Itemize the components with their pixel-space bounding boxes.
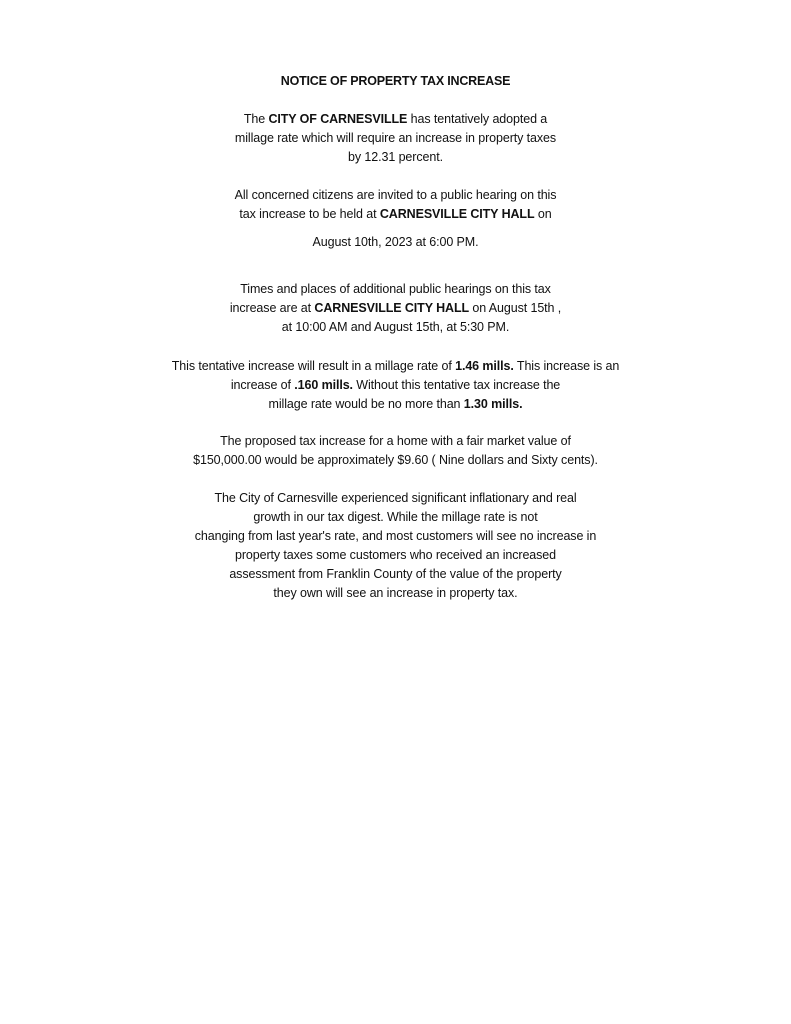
rollback-millage-rate: 1.30 mills. [463,397,523,411]
additional-hearing-location: CARNESVILLE CITY HALL [314,301,470,315]
explanation-line-3: changing from last year's rate, and most customers will see no increase in [194,529,597,543]
explanation-line-6: they own will see an increase in property tax. [273,586,518,600]
home-impact-paragraph [0,432,791,470]
adoption-line-2: millage rate which will require an increase in property taxes [234,131,557,145]
additional-hearings-line-1: Times and places of additional public hearings on this tax [240,282,551,296]
city-name: CITY OF CARNESVILLE [268,112,408,126]
explanation-line-4: property taxes some customers who received an increased [234,548,557,562]
hearing-invite-paragraph [0,186,791,224]
explanation-paragraph [0,489,791,603]
millage-line-3: millage rate would be no more than 1.30 mills. [268,397,523,411]
millage-line-1: This tentative increase will result in a millage rate of 1.46 mills. This increase is an [171,359,620,373]
explanation-line-1: The City of Carnesville experienced significant inflationary and real [214,491,577,505]
new-millage-rate: 1.46 mills. [455,359,514,373]
millage-increase: .160 mills. [294,378,353,392]
home-impact-line-1: The proposed tax increase for a home with a fair market value of [220,434,571,448]
hearing-date-line: August 10th, 2023 at 6:00 PM. [312,235,479,249]
adoption-paragraph [0,110,791,167]
adoption-line-3: by 12.31 percent. [348,150,443,164]
additional-hearings-paragraph [0,280,791,337]
hearing-date-paragraph [0,233,791,252]
hearing-location: CARNESVILLE CITY HALL [379,207,535,221]
explanation-line-2: growth in our tax digest. While the millage rate is not [253,510,538,524]
explanation-line-5: assessment from Franklin County of the value of the property [229,567,562,581]
hearing-invite-line-1: All concerned citizens are invited to a public hearing on this [234,188,557,202]
additional-hearings-line-3: at 10:00 AM and August 15th, at 5:30 PM. [281,320,510,334]
millage-paragraph [0,357,791,414]
hearing-invite-line-2: tax increase to be held at CARNESVILLE CITY HALL on [239,207,552,221]
notice-title: NOTICE OF PROPERTY TAX INCREASE [280,74,511,88]
adoption-line-1: The CITY OF CARNESVILLE has tentatively adopted a [243,112,548,126]
home-impact-line-2: $150,000.00 would be approximately $9.60 ( Nine dollars and Sixty cents). [193,453,598,467]
millage-line-2: increase of .160 mills. Without this tentative tax increase the [230,378,561,392]
additional-hearings-line-2: increase are at CARNESVILLE CITY HALL on August 15th , [229,301,562,315]
